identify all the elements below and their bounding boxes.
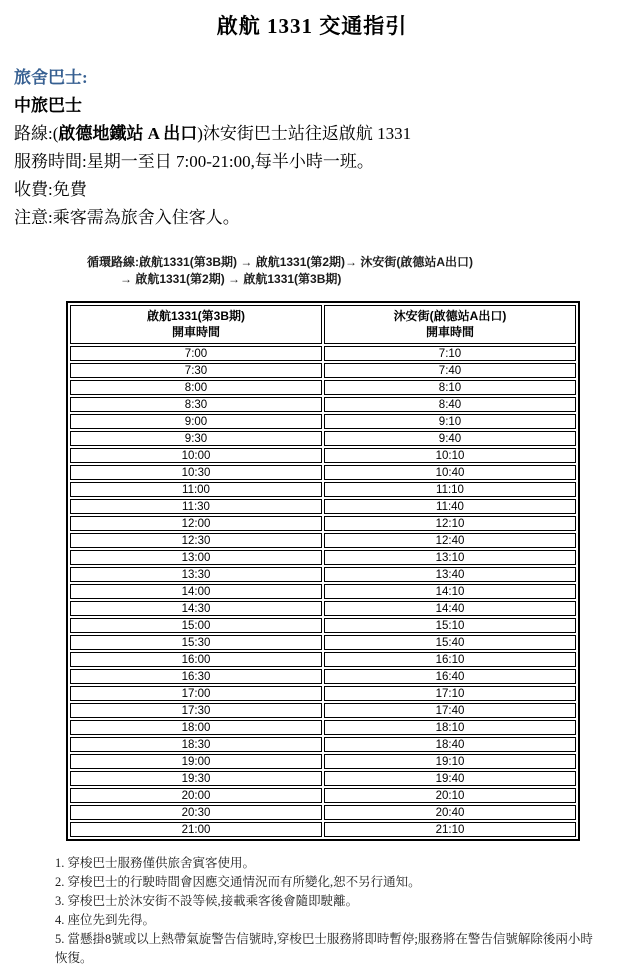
header-row <box>70 305 576 344</box>
table-row <box>70 720 576 735</box>
header-station-right: 沐安街(啟德站A出口) <box>393 309 507 323</box>
time-cell: 16:10 <box>324 652 576 667</box>
header-cell-mukon <box>324 305 576 344</box>
time-cell: 10:30 <box>70 465 322 480</box>
route-prefix: 路線:( <box>14 124 59 143</box>
time-cell: 15:30 <box>70 635 322 650</box>
table-row <box>70 363 576 378</box>
time-cell: 10:00 <box>70 448 322 463</box>
table-row <box>70 567 576 582</box>
footnote-item: 5. 當懸掛8號或以上熱帶氣旋警告信號時,穿梭巴士服務將即時暫停;服務將在警告信號解除後兩小時恢復。 <box>55 932 593 965</box>
footnote-item: 2. 穿梭巴士的行駛時間會因應交通情況而有所變化,恕不另行通知。 <box>55 875 421 889</box>
time-cell: 11:30 <box>70 499 322 514</box>
time-cell: 18:00 <box>70 720 322 735</box>
time-cell: 7:30 <box>70 363 322 378</box>
time-cell: 19:00 <box>70 754 322 769</box>
time-cell: 12:40 <box>324 533 576 548</box>
table-row <box>70 805 576 820</box>
header-label-left: 開車時間 <box>171 325 220 339</box>
fare-line: 收費:免費 <box>14 180 87 199</box>
time-cell: 18:40 <box>324 737 576 752</box>
table-row <box>70 686 576 701</box>
table-row <box>70 533 576 548</box>
time-cell: 12:00 <box>70 516 322 531</box>
header-station-left: 啟航1331(第3B期) <box>146 309 246 323</box>
loop-route-description <box>87 254 624 288</box>
time-cell: 11:10 <box>324 482 576 497</box>
time-cell: 7:40 <box>324 363 576 378</box>
time-cell: 17:30 <box>70 703 322 718</box>
time-cell: 9:30 <box>70 431 322 446</box>
header-cell-kaihang <box>70 305 322 344</box>
route-line <box>14 120 614 148</box>
page-title: 啟航 1331 交通指引 <box>216 14 408 38</box>
time-cell: 16:30 <box>70 669 322 684</box>
table-row <box>70 771 576 786</box>
table-row <box>70 516 576 531</box>
time-cell: 8:10 <box>324 380 576 395</box>
route-suffix: )沐安街巴士站往返啟航 1331 <box>197 124 412 143</box>
time-cell: 14:00 <box>70 584 322 599</box>
time-cell: 20:40 <box>324 805 576 820</box>
header-label-right: 開車時間 <box>425 325 474 339</box>
time-cell: 7:10 <box>324 346 576 361</box>
notice-line: 注意:乘客需為旅舍入住客人。 <box>14 208 240 227</box>
time-cell: 15:10 <box>324 618 576 633</box>
time-cell: 17:00 <box>70 686 322 701</box>
time-cell: 13:00 <box>70 550 322 565</box>
loop-route-line-1: 循環路線:啟航1331(第3B期) → 啟航1331(第2期)→ 沐安街(啟德站A出口) <box>87 255 474 269</box>
time-cell: 8:00 <box>70 380 322 395</box>
time-cell: 9:40 <box>324 431 576 446</box>
time-cell: 9:00 <box>70 414 322 429</box>
time-cell: 13:10 <box>324 550 576 565</box>
table-row <box>70 822 576 837</box>
time-cell: 17:40 <box>324 703 576 718</box>
table-row <box>70 601 576 616</box>
bus-company-name: 中旅巴士 <box>14 96 82 115</box>
time-cell: 20:10 <box>324 788 576 803</box>
timetable-body <box>70 346 576 837</box>
time-cell: 8:40 <box>324 397 576 412</box>
footnote-item: 4. 座位先到先得。 <box>55 913 156 927</box>
time-cell: 19:40 <box>324 771 576 786</box>
table-row <box>70 788 576 803</box>
time-cell: 14:10 <box>324 584 576 599</box>
time-cell: 7:00 <box>70 346 322 361</box>
footnote-item: 1. 穿梭巴士服務僅供旅舍賓客使用。 <box>55 856 256 870</box>
table-row <box>70 584 576 599</box>
time-cell: 16:40 <box>324 669 576 684</box>
table-row <box>70 346 576 361</box>
table-row <box>70 482 576 497</box>
table-row <box>70 465 576 480</box>
time-cell: 15:40 <box>324 635 576 650</box>
table-row <box>70 550 576 565</box>
time-cell: 21:00 <box>70 822 322 837</box>
time-cell: 10:40 <box>324 465 576 480</box>
time-cell: 16:00 <box>70 652 322 667</box>
time-cell: 18:10 <box>324 720 576 735</box>
time-cell: 20:00 <box>70 788 322 803</box>
time-cell: 13:30 <box>70 567 322 582</box>
table-row <box>70 414 576 429</box>
timetable-header <box>70 305 576 344</box>
time-cell: 21:10 <box>324 822 576 837</box>
time-cell: 19:10 <box>324 754 576 769</box>
footnotes <box>55 854 595 968</box>
time-cell: 11:00 <box>70 482 322 497</box>
table-row <box>70 397 576 412</box>
route-station-bold: 啟德地鐵站 A 出口 <box>58 124 198 143</box>
time-cell: 11:40 <box>324 499 576 514</box>
time-cell: 12:10 <box>324 516 576 531</box>
table-row <box>70 448 576 463</box>
time-cell: 15:00 <box>70 618 322 633</box>
table-row <box>70 499 576 514</box>
table-row <box>70 618 576 633</box>
loop-route-line-2: → 啟航1331(第2期) → 啟航1331(第3B期) <box>120 272 342 286</box>
footnote-item: 3. 穿梭巴士於沐安街不設等候,接載乘客後會隨即駛離。 <box>55 894 359 908</box>
table-row <box>70 703 576 718</box>
service-hours-line: 服務時間:星期一至日 7:00-21:00,每半小時一班。 <box>14 152 374 171</box>
time-cell: 14:30 <box>70 601 322 616</box>
time-cell: 8:30 <box>70 397 322 412</box>
time-cell: 18:30 <box>70 737 322 752</box>
table-row <box>70 635 576 650</box>
time-cell: 14:40 <box>324 601 576 616</box>
intro-section <box>14 64 614 232</box>
time-cell: 9:10 <box>324 414 576 429</box>
table-row <box>70 669 576 684</box>
table-row <box>70 431 576 446</box>
table-row <box>70 737 576 752</box>
time-cell: 12:30 <box>70 533 322 548</box>
time-cell: 20:30 <box>70 805 322 820</box>
table-row <box>70 380 576 395</box>
time-cell: 17:10 <box>324 686 576 701</box>
table-row <box>70 754 576 769</box>
time-cell: 13:40 <box>324 567 576 582</box>
hostel-bus-heading: 旅舍巴士: <box>14 68 88 87</box>
time-cell: 19:30 <box>70 771 322 786</box>
table-row <box>70 652 576 667</box>
time-cell: 10:10 <box>324 448 576 463</box>
shuttle-timetable <box>66 301 580 841</box>
